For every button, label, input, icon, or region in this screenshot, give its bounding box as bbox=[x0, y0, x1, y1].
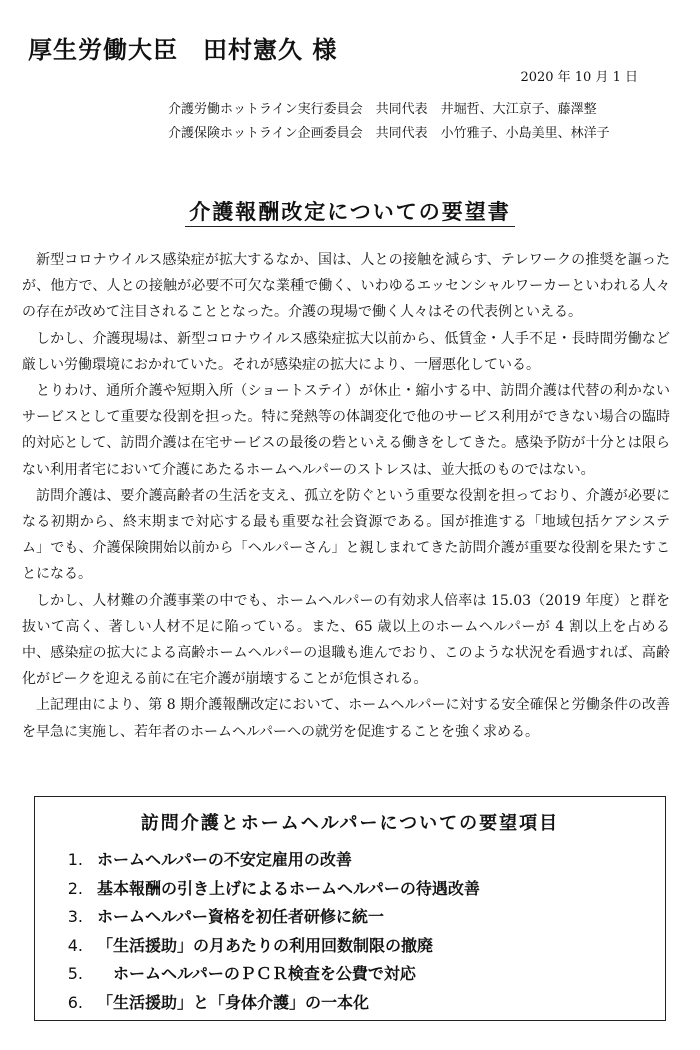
request-number: 5. bbox=[67, 964, 83, 983]
senders bbox=[168, 98, 610, 146]
document-title bbox=[0, 196, 700, 226]
requests-title: 訪問介護とホームヘルパーについての要望項目 bbox=[140, 813, 560, 834]
request-number: 3. bbox=[67, 907, 83, 926]
paragraph: しかし、介護現場は、新型コロナウイルス感染症拡大以前から、低賃金・人手不足・長時間労働など厳しい労働環境におかれていた。それが感染症の拡大により、一層悪化している。 bbox=[22, 330, 670, 373]
addressee: 厚生労働大臣 田村憲久 様 bbox=[28, 36, 338, 64]
request-text: ホームヘルパーのＰＣＲ検査を公費で対応 bbox=[97, 964, 416, 983]
sender-line: 介護保険ホットライン企画委員会 共同代表 小竹雅子、小島美里、林洋子 bbox=[168, 126, 610, 141]
request-text: ホームヘルパー資格を初任者研修に統一 bbox=[97, 907, 384, 926]
paragraph: 新型コロナウイルス感染症が拡大するなか、国は、人との接触を減らす、テレワークの推奨を謳ったが、他方で、人との接触が必要不可欠な業種で働く、いわゆるエッセンシャルワーカーといわれる人々の存在が改めて注目されることとなった。介護の現場で働く人々はその代表例といえる。 bbox=[22, 252, 670, 321]
document-title-text: 介護報酬改定についての要望書 bbox=[185, 200, 515, 227]
request-item bbox=[45, 961, 480, 990]
request-number: 1. bbox=[67, 850, 83, 869]
request-text: ホームヘルパーの不安定雇用の改善 bbox=[97, 850, 352, 869]
request-number: 2. bbox=[67, 878, 83, 898]
paragraph: しかし、人材難の介護事業の中でも、ホームヘルパーの有効求人倍率は 15.03（2019 年度）と群を抜いて高く、著しい人材不足に陥っている。また、65 歳以上のホームヘルパーが 4 割以上を占める中、感染症の拡大による高齢ホームヘルパーの退職も進んでおり、このような状況を看過すれば、高齢化がピークを迎える前に在宅介護が崩壊することが危惧される。 bbox=[22, 592, 670, 688]
request-item bbox=[45, 904, 480, 933]
request-item bbox=[45, 933, 480, 962]
requests-box bbox=[34, 796, 666, 1021]
request-text: 基本報酬の引き上げによるホームヘルパーの待遇改善 bbox=[97, 878, 480, 898]
paragraph: とりわけ、通所介護や短期入所（ショートステイ）が休止・縮小する中、訪問介護は代替の利かないサービスとして重要な役割を担った。特に発熱等の体調変化で他のサービス利用ができない場合の臨時的対応として、訪問介護は在宅サービスの最後の砦といえる働きをしてきた。感染予防が十分とは限らない利用者宅において介護にあたるホームヘルパーのストレスは、並大抵のものではない。 bbox=[22, 383, 670, 478]
request-text: 「生活援助」の月あたりの利用回数制限の撤廃 bbox=[97, 935, 434, 955]
request-number: 4. bbox=[67, 935, 83, 955]
paragraph: 訪問介護は、要介護高齢者の生活を支え、孤立を防ぐという重要な役割を担っており、介護が必要になる初期から、終末期まで対応する最も重要な社会資源である。国が推進する「地域包括ケアシステム」でも、介護保険開始以前から「ヘルパーさん」と親しまれてきた訪問介護が重要な役割を果たすことになる。 bbox=[22, 487, 670, 583]
requests-list bbox=[45, 847, 480, 1018]
request-item bbox=[45, 847, 480, 876]
document-body bbox=[22, 247, 670, 745]
request-number: 6. bbox=[67, 992, 83, 1012]
request-text: 「生活援助」と「身体介護」の一本化 bbox=[97, 992, 370, 1012]
paragraph: 上記理由により、第 8 期介護報酬改定において、ホームヘルパーに対する安全確保と労働条件の改善を早急に実施し、若年者のホームヘルパーへの就労を促進することを強く求める。 bbox=[22, 697, 670, 740]
request-item bbox=[45, 876, 480, 905]
request-item bbox=[45, 990, 480, 1019]
document-date: 2020 年 10 月 1 日 bbox=[520, 70, 638, 85]
sender-line: 介護労働ホットライン実行委員会 共同代表 井堀哲、大江京子、藤澤整 bbox=[168, 102, 597, 117]
